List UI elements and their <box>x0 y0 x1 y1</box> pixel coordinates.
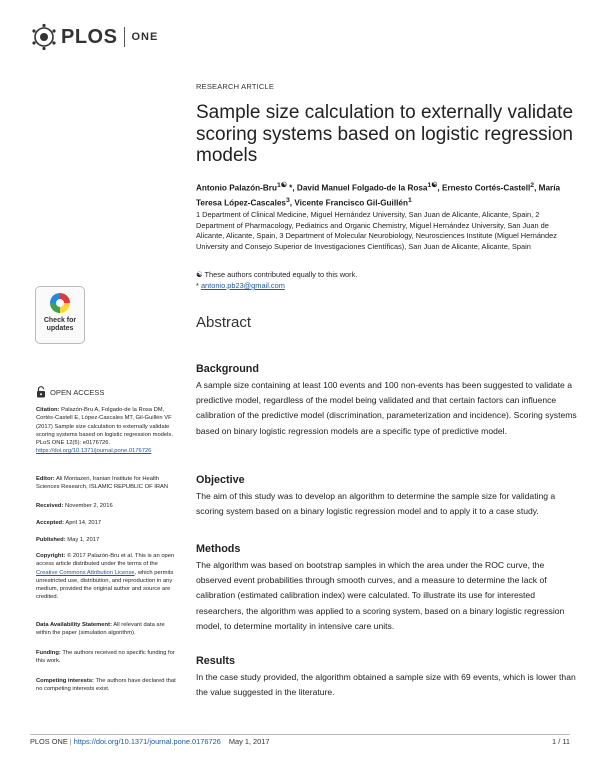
section-paragraph: A sample size containing at least 100 events and 100 non-events has been suggested to validate a predictive model, regardless of the model being validated and that certain factors can influence calibration of the predictive model (discrimination, parameterization and incidence). Scoring systems based on binary logistic regression models are a specific type of predictive model. <box>196 380 577 436</box>
logo-separator <box>124 27 125 47</box>
received-label: Received: <box>36 503 64 509</box>
editor-text: Ali Montazeri, Iranian Institute for Health Sciences Research, ISLAMIC REPUBLIC OF IRAN <box>36 476 169 491</box>
competing-interests-block <box>36 677 178 694</box>
author-sep: , <box>289 198 293 208</box>
copyright-label: Copyright: <box>36 553 66 559</box>
affiliations: 1 Department of Clinical Medicine, Miguel Hernández University, San Juan de Alicante, Alicante, Spain, 2 Department of Pharmacology, Pediatrics and Organic Chemistry, Miguel Hernández University, San Juan de Alicante, Alicante, Spain, 3 Department of Molecular Neurobiology, Neurosciences Institute (Miguel Hernández University and Consejo Superior de Investigaciones Científicas), San Juan de Alicante, Alicante, Spain <box>196 210 557 251</box>
citation-label: Citation: <box>36 407 60 413</box>
page-number: 1 / 11 <box>552 737 570 746</box>
section-paragraph: The algorithm was based on bootstrap samples in which the area under the ROC curve, the observed event probabilities through smooth curves, and a measure to determine the lack of calibration (estimated calibration index) were calculated. To illustrate its use for interested researchers, the algorithm was applied to a scoring system, based on a binary logistic regression model, to determine mortality in intensive care units. <box>196 560 565 631</box>
competing-interests-label: Competing interests: <box>36 678 94 684</box>
author-sup: 2 <box>530 182 535 189</box>
abstract-heading: Abstract <box>196 314 252 331</box>
check-for-updates-button[interactable] <box>35 286 85 344</box>
section-heading: Objective <box>196 474 245 486</box>
editor-block <box>36 475 178 492</box>
author-list <box>196 180 578 210</box>
footer-doi-link[interactable]: https://doi.org/10.1371/journal.pone.0176726 <box>73 737 221 746</box>
received-block <box>36 502 178 510</box>
author-sup: 1☯ <box>427 182 438 189</box>
author-sep: *, <box>286 183 295 193</box>
author-sup: 1☯ <box>276 182 287 189</box>
funding-text: The authors received no specific funding for this work. <box>36 650 175 665</box>
editor-label: Editor: <box>36 476 55 482</box>
email-marker: * <box>196 281 201 290</box>
data-availability-text: All relevant data are within the paper (simulation algorithm). <box>36 622 165 637</box>
citation-doi-link[interactable]: https://doi.org/10.1371/journal.pone.0176726 <box>36 448 152 455</box>
footer-date: May 1, 2017 <box>228 737 270 746</box>
funding-block <box>36 649 178 666</box>
author-sup: 3 <box>285 197 290 205</box>
data-availability-label: Data Availability Statement: <box>36 622 112 628</box>
check-label-line2: updates <box>46 325 74 332</box>
published-date: May 1, 2017 <box>67 537 100 543</box>
open-lock-icon <box>36 386 46 398</box>
footer-divider <box>30 734 570 735</box>
journal-name: ONE <box>131 31 159 43</box>
article-type: RESEARCH ARTICLE <box>196 82 275 91</box>
citation-block <box>36 406 178 456</box>
author-name[interactable]: María Teresa López-Cascales <box>196 183 561 208</box>
check-label-line1: Check for <box>43 317 77 324</box>
accepted-date: April 14, 2017 <box>65 520 102 526</box>
section-heading: Methods <box>196 543 241 555</box>
section-paragraph: In the case study provided, the algorithm obtained a sample size with 69 events, which is lower than the value suggested in the literature. <box>196 672 576 698</box>
author-name[interactable]: Antonio Palazón-Bru <box>196 183 277 193</box>
data-availability-block <box>36 621 178 638</box>
footer-journal: PLOS ONE <box>30 737 68 746</box>
published-label: Published: <box>36 537 66 543</box>
copyright-text-tail: , which permits unrestricted use, distribution, and reproduction in any medium, provided the original author and source are credited. <box>36 569 174 601</box>
author-name[interactable]: Vicente Francisco Gil-Guillén <box>294 198 408 208</box>
author-name[interactable]: David Manuel Folgado-de la Rosa <box>296 183 428 193</box>
section-heading: Results <box>196 655 236 667</box>
corresponding-email <box>196 281 285 290</box>
author-sep: , <box>437 183 440 193</box>
equal-contribution-note: ☯ These authors contributed equally to this work. <box>196 270 358 279</box>
article-title: Sample size calculation to externally validate scoring systems based on logistic regression models <box>196 102 574 166</box>
author-name[interactable]: Ernesto Cortés-Castell <box>441 183 531 193</box>
crossmark-icon <box>48 291 72 315</box>
funding-label: Funding: <box>36 650 61 656</box>
open-access-label: OPEN ACCESS <box>50 387 105 397</box>
author-sep: , <box>534 183 537 193</box>
competing-interests-text: The authors have declared that no competing interests exist. <box>36 678 176 693</box>
plos-logo[interactable] <box>30 23 158 51</box>
copyright-text: © 2017 Palazón-Bru et al. This is an open access article distributed under the terms of the <box>36 553 175 568</box>
accepted-block <box>36 519 178 527</box>
published-block <box>36 536 178 544</box>
author-sup: 1 <box>407 197 412 205</box>
copyright-block <box>36 552 178 602</box>
section-heading: Background <box>196 363 259 375</box>
plos-logo-icon <box>30 23 58 51</box>
section-paragraph: The aim of this study was to develop an algorithm to determine the sample size for validating a scoring system based on a binary logistic regression model and to apply it to a case study. <box>196 491 556 517</box>
license-link[interactable]: Creative Commons Attribution License <box>36 569 135 576</box>
received-date: November 2, 2016 <box>65 503 113 509</box>
logo-text: PLOS <box>61 25 118 48</box>
accepted-label: Accepted: <box>36 520 65 526</box>
open-access <box>36 386 104 398</box>
citation-text: Palazón-Bru A, Folgado-de la Rosa DM, Cortés-Castell E, López-Cascales MT, Gil-Guillén VF (2017) Sample size calculation to externally validate scoring systems based on logistic regression models. PLoS ONE 12(5): e0176726. <box>36 407 173 447</box>
footer <box>30 737 270 746</box>
footer-separator: | <box>69 737 72 746</box>
email-link[interactable]: antonio.pb23@gmail.com <box>200 281 285 290</box>
